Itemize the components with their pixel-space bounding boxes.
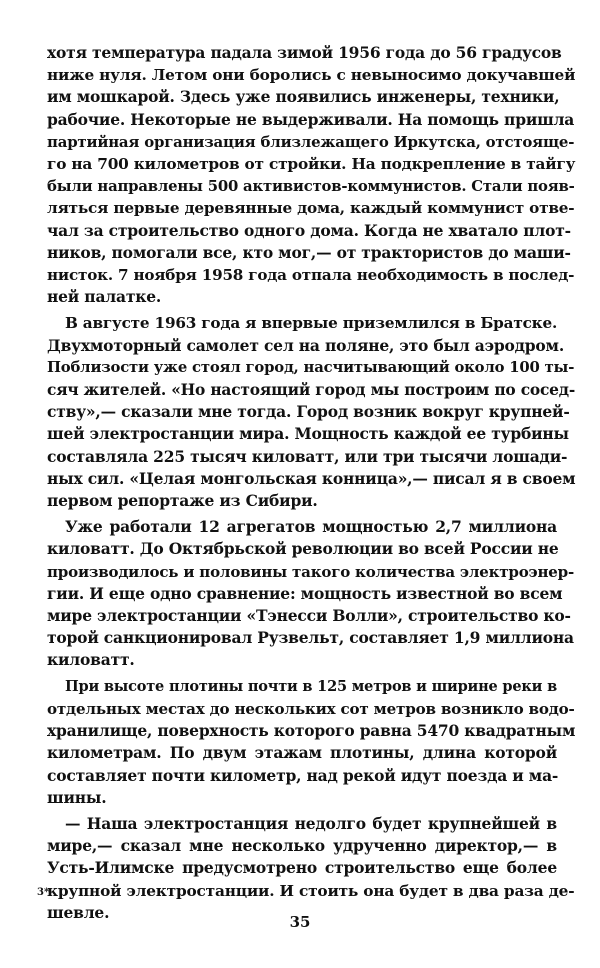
text-line: им мошкарой. Здесь уже появились инженеры, техники, — [47, 87, 560, 107]
paragraph — [47, 312, 576, 512]
text-line: ству»,— сказали мне тогда. Город возник вокруг крупней- — [47, 402, 570, 422]
text-line: были направлены 500 активистов-коммунистов. Стали появ- — [47, 177, 575, 196]
text-line: чал за строительство одного дома. Когда не хватало плот- — [47, 220, 571, 240]
text-line: сяч жителей. «Но настоящий город мы построим по сосед- — [47, 381, 576, 400]
text-line: шины. — [47, 787, 107, 807]
text-line: киловатт. До Октябрьской революции во всей России не — [47, 539, 559, 559]
text-line: ниже нуля. Летом они боролись с невыносимо докучавшей — [47, 66, 576, 85]
text-line: составляла 225 тысяч киловатт, или три тысячи лошади- — [47, 446, 568, 466]
text-line: производилось и половины такого количества электроэнер- — [47, 562, 575, 581]
text-line: гии. И еще одно сравнение: мощность известной во всем — [47, 583, 563, 603]
text-line: В августе 1963 года я впервые приземлился в Братске. — [65, 314, 558, 333]
text-line: торой санкционировал Рузвельт, составляет 1,9 миллиона — [47, 628, 574, 648]
text-line: составляет почти километр, над рекой идут поезда и ма- — [47, 765, 559, 785]
text-line: Двухмоторный самолет сел на поляне, это был аэродром. — [47, 335, 565, 355]
text-line: ных сил. «Целая монгольская конница»,— писал я в своем — [47, 468, 576, 488]
paragraph — [47, 42, 576, 308]
text-line: При высоте плотины почти в 125 метров и ширине реки в — [65, 677, 557, 695]
text-line: первом репортаже из Сибири. — [47, 491, 318, 511]
text-line: крупной электростанции. И стоить она будет в два раза де- — [47, 881, 575, 900]
text-line: рабочие. Некоторые не выдерживали. На помощь пришла — [47, 109, 575, 129]
text-line: мире,— сказал мне несколько удрученно директор,— в — [47, 836, 557, 856]
paragraph — [47, 813, 575, 924]
text-line: ляться первые деревянные дома, каждый коммунист отве- — [47, 199, 575, 218]
text-line: шевле. — [47, 902, 110, 922]
paragraph — [47, 516, 575, 671]
text-line: го на 700 километров от стройки. На подкрепление в тайгу — [47, 155, 576, 174]
text-line: киловатт. — [47, 650, 135, 670]
text-line: ней палатке. — [47, 287, 162, 307]
text-line: ников, помогали все, кто мог,— от трактористов до маши- — [47, 242, 571, 262]
text-line: — Наша электростанция недолго будет крупнейшей в — [65, 813, 557, 833]
text-line: Усть-Илимске предусмотрено строительство еще более — [47, 858, 557, 878]
page-number: 35 — [289, 913, 311, 931]
paragraph — [47, 676, 576, 809]
text-line: Уже работали 12 агрегатов мощностью 2,7 миллиона — [65, 517, 557, 537]
text-line: хотя температура падала зимой 1956 года до 56 градусов — [47, 43, 562, 62]
body-text — [47, 42, 576, 924]
signature-mark: 3* — [37, 887, 50, 898]
text-line: хранилище, поверхность которого равна 5470 квадратным — [47, 721, 576, 741]
text-line: нисток. 7 ноября 1958 года отпала необходимость в послед- — [47, 266, 575, 285]
text-line: мире электростанции «Тэнесси Волли», строительство ко- — [47, 606, 571, 626]
text-line: километрам. По двум этажам плотины, длина которой — [47, 743, 557, 763]
text-line: партийная организация близлежащего Иркутска, отстояще- — [47, 132, 575, 151]
text-line: отдельных местах до нескольких сот метров возникло водо- — [47, 699, 575, 718]
text-line: Поблизости уже стоял город, насчитывающий около 100 ты- — [47, 358, 575, 376]
text-line: шей электростанции мира. Мощность каждой ее турбины — [47, 424, 569, 444]
